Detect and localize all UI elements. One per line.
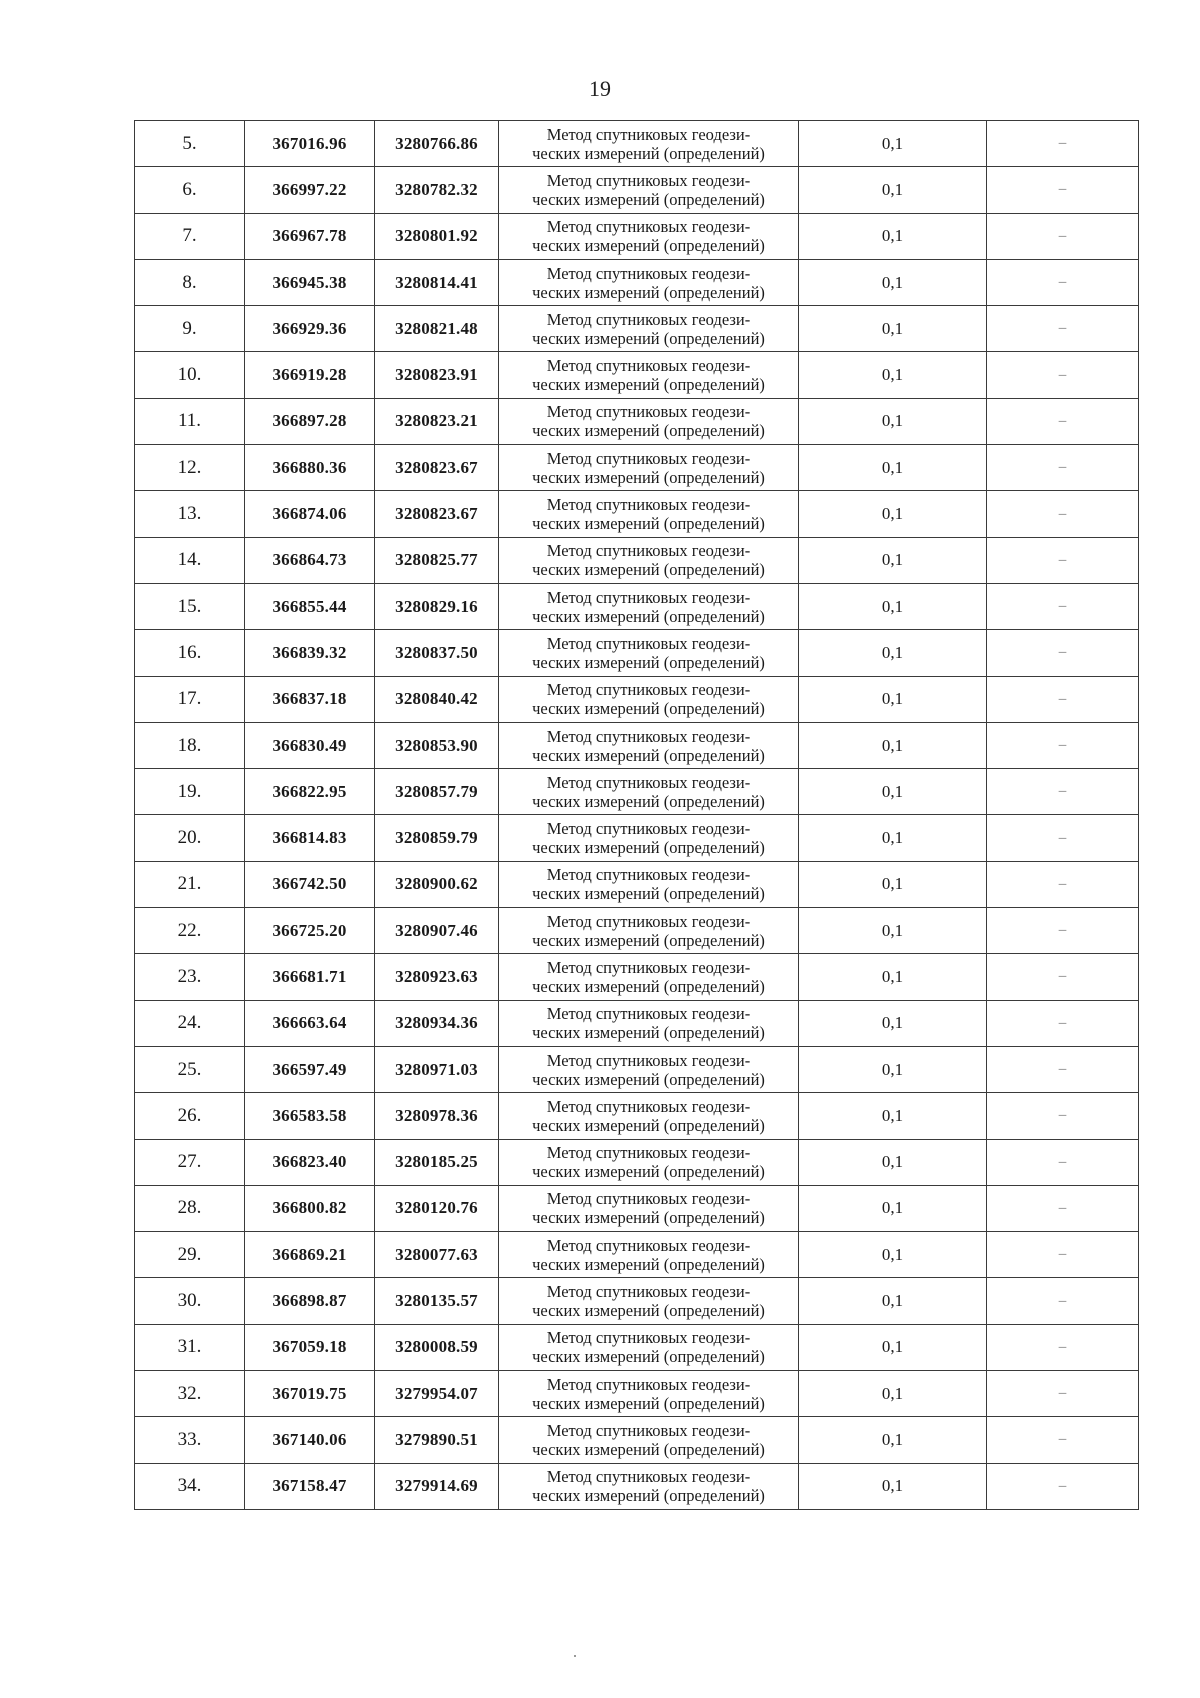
method-line-2: ческих измерений (определений) — [532, 1162, 765, 1182]
description-cell: – — [987, 676, 1139, 722]
method-cell — [499, 1324, 799, 1370]
table-row — [135, 676, 1139, 722]
method-line-1: Метод спутниковых геодези- — [546, 124, 751, 144]
x-coordinate-cell: 366742.50 — [245, 861, 375, 907]
accuracy-cell: 0,1 — [799, 398, 987, 444]
accuracy-cell: 0,1 — [799, 306, 987, 352]
x-coordinate-cell: 366897.28 — [245, 398, 375, 444]
method-cell — [499, 1139, 799, 1185]
method-line-1: Метод спутниковых геодези- — [546, 726, 751, 746]
method-line-1: Метод спутниковых геодези- — [546, 1420, 751, 1440]
method-line-1: Метод спутниковых геодези- — [546, 865, 751, 885]
method-line-1: Метод спутниковых геодези- — [546, 1004, 751, 1024]
accuracy-cell: 0,1 — [799, 537, 987, 583]
point-number-cell: 17. — [135, 676, 245, 722]
method-line-1: Метод спутниковых геодези- — [546, 772, 751, 792]
method-line-2: ческих измерений (определений) — [532, 1347, 765, 1367]
x-coordinate-cell: 366855.44 — [245, 583, 375, 629]
point-number-cell: 31. — [135, 1324, 245, 1370]
method-cell — [499, 121, 799, 167]
method-line-1: Метод спутниковых геодези- — [546, 1235, 751, 1255]
accuracy-cell: 0,1 — [799, 630, 987, 676]
method-line-1: Метод спутниковых геодези- — [546, 1467, 751, 1487]
point-number-cell: 14. — [135, 537, 245, 583]
method-line-2: ческих измерений (определений) — [532, 328, 765, 348]
method-line-2: ческих измерений (определений) — [532, 1301, 765, 1321]
method-cell — [499, 676, 799, 722]
table-row — [135, 121, 1139, 167]
point-number-cell: 6. — [135, 167, 245, 213]
table-row — [135, 1463, 1139, 1509]
y-coordinate-cell: 3280766.86 — [375, 121, 499, 167]
point-number-cell: 5. — [135, 121, 245, 167]
x-coordinate-cell: 367158.47 — [245, 1463, 375, 1509]
accuracy-cell: 0,1 — [799, 1139, 987, 1185]
method-line-2: ческих измерений (определений) — [532, 976, 765, 996]
y-coordinate-cell: 3280814.41 — [375, 259, 499, 305]
method-cell — [499, 769, 799, 815]
method-line-1: Метод спутниковых геодези- — [546, 356, 751, 376]
y-coordinate-cell: 3279914.69 — [375, 1463, 499, 1509]
accuracy-cell: 0,1 — [799, 861, 987, 907]
point-number-cell: 11. — [135, 398, 245, 444]
x-coordinate-cell: 366967.78 — [245, 213, 375, 259]
method-line-2: ческих измерений (определений) — [532, 1208, 765, 1228]
method-line-2: ческих измерений (определений) — [532, 930, 765, 950]
method-line-2: ческих измерений (определений) — [532, 699, 765, 719]
x-coordinate-cell: 366830.49 — [245, 722, 375, 768]
method-line-2: ческих измерений (определений) — [532, 1254, 765, 1274]
x-coordinate-cell: 366880.36 — [245, 445, 375, 491]
method-line-1: Метод спутниковых геодези- — [546, 263, 751, 283]
table-row — [135, 1417, 1139, 1463]
method-cell — [499, 1278, 799, 1324]
table-row — [135, 259, 1139, 305]
table-row — [135, 213, 1139, 259]
method-cell — [499, 815, 799, 861]
method-line-1: Метод спутниковых геодези- — [546, 448, 751, 468]
accuracy-cell: 0,1 — [799, 1463, 987, 1509]
method-cell — [499, 537, 799, 583]
method-line-1: Метод спутниковых геодези- — [546, 1328, 751, 1348]
method-line-2: ческих измерений (определений) — [532, 745, 765, 765]
x-coordinate-cell: 367019.75 — [245, 1371, 375, 1417]
description-cell: – — [987, 861, 1139, 907]
description-cell: – — [987, 1324, 1139, 1370]
method-cell — [499, 1093, 799, 1139]
description-cell: – — [987, 954, 1139, 1000]
method-line-1: Метод спутниковых геодези- — [546, 1282, 751, 1302]
point-number-cell: 23. — [135, 954, 245, 1000]
table-row — [135, 908, 1139, 954]
method-cell — [499, 861, 799, 907]
point-number-cell: 30. — [135, 1278, 245, 1324]
accuracy-cell: 0,1 — [799, 1185, 987, 1231]
description-cell: – — [987, 167, 1139, 213]
table-row — [135, 1232, 1139, 1278]
accuracy-cell: 0,1 — [799, 1000, 987, 1046]
point-number-cell: 22. — [135, 908, 245, 954]
table-row — [135, 954, 1139, 1000]
x-coordinate-cell: 366839.32 — [245, 630, 375, 676]
y-coordinate-cell: 3280008.59 — [375, 1324, 499, 1370]
method-line-1: Метод спутниковых геодези- — [546, 309, 751, 329]
table-row — [135, 861, 1139, 907]
table-row — [135, 722, 1139, 768]
y-coordinate-cell: 3280135.57 — [375, 1278, 499, 1324]
accuracy-cell: 0,1 — [799, 722, 987, 768]
accuracy-cell: 0,1 — [799, 1324, 987, 1370]
accuracy-cell: 0,1 — [799, 491, 987, 537]
table-row — [135, 306, 1139, 352]
method-cell — [499, 491, 799, 537]
accuracy-cell: 0,1 — [799, 1278, 987, 1324]
y-coordinate-cell: 3280853.90 — [375, 722, 499, 768]
table-row — [135, 1324, 1139, 1370]
x-coordinate-cell: 366869.21 — [245, 1232, 375, 1278]
table-row — [135, 352, 1139, 398]
y-coordinate-cell: 3280837.50 — [375, 630, 499, 676]
y-coordinate-cell: 3280923.63 — [375, 954, 499, 1000]
method-line-2: ческих измерений (определений) — [532, 560, 765, 580]
description-cell: – — [987, 121, 1139, 167]
table-row — [135, 815, 1139, 861]
accuracy-cell: 0,1 — [799, 121, 987, 167]
point-number-cell: 28. — [135, 1185, 245, 1231]
method-line-1: Метод спутниковых геодези- — [546, 1143, 751, 1163]
description-cell: – — [987, 491, 1139, 537]
description-cell: – — [987, 306, 1139, 352]
method-line-1: Метод спутниковых геодези- — [546, 495, 751, 515]
point-number-cell: 27. — [135, 1139, 245, 1185]
table-row — [135, 1093, 1139, 1139]
y-coordinate-cell: 3279954.07 — [375, 1371, 499, 1417]
y-coordinate-cell: 3280821.48 — [375, 306, 499, 352]
x-coordinate-cell: 367016.96 — [245, 121, 375, 167]
table-row — [135, 167, 1139, 213]
accuracy-cell: 0,1 — [799, 908, 987, 954]
accuracy-cell: 0,1 — [799, 954, 987, 1000]
y-coordinate-cell: 3280907.46 — [375, 908, 499, 954]
table-row — [135, 1278, 1139, 1324]
table-row — [135, 1185, 1139, 1231]
method-line-1: Метод спутниковых геодези- — [546, 1374, 751, 1394]
y-coordinate-cell: 3279890.51 — [375, 1417, 499, 1463]
method-cell — [499, 1371, 799, 1417]
description-cell: – — [987, 259, 1139, 305]
accuracy-cell: 0,1 — [799, 769, 987, 815]
method-line-2: ческих измерений (определений) — [532, 606, 765, 626]
method-line-2: ческих измерений (определений) — [532, 421, 765, 441]
description-cell: – — [987, 1139, 1139, 1185]
method-cell — [499, 398, 799, 444]
table-row — [135, 445, 1139, 491]
y-coordinate-cell: 3280823.91 — [375, 352, 499, 398]
y-coordinate-cell: 3280823.67 — [375, 491, 499, 537]
method-cell — [499, 259, 799, 305]
x-coordinate-cell: 366898.87 — [245, 1278, 375, 1324]
point-number-cell: 21. — [135, 861, 245, 907]
x-coordinate-cell: 366823.40 — [245, 1139, 375, 1185]
method-cell — [499, 1463, 799, 1509]
method-line-2: ческих измерений (определений) — [532, 1115, 765, 1135]
table-row — [135, 769, 1139, 815]
accuracy-cell: 0,1 — [799, 583, 987, 629]
accuracy-cell: 0,1 — [799, 1371, 987, 1417]
x-coordinate-cell: 367059.18 — [245, 1324, 375, 1370]
table-row — [135, 1139, 1139, 1185]
accuracy-cell: 0,1 — [799, 352, 987, 398]
y-coordinate-cell: 3280900.62 — [375, 861, 499, 907]
x-coordinate-cell: 366822.95 — [245, 769, 375, 815]
method-line-1: Метод спутниковых геодези- — [546, 633, 751, 653]
method-cell — [499, 583, 799, 629]
table-row — [135, 491, 1139, 537]
description-cell: – — [987, 352, 1139, 398]
method-cell — [499, 352, 799, 398]
method-line-2: ческих измерений (определений) — [532, 514, 765, 534]
method-line-1: Метод спутниковых геодези- — [546, 541, 751, 561]
method-cell — [499, 954, 799, 1000]
x-coordinate-cell: 366837.18 — [245, 676, 375, 722]
method-line-2: ческих измерений (определений) — [532, 652, 765, 672]
method-line-2: ческих измерений (определений) — [532, 467, 765, 487]
page-number: 19 — [589, 76, 611, 101]
description-cell: – — [987, 445, 1139, 491]
description-cell: – — [987, 722, 1139, 768]
accuracy-cell: 0,1 — [799, 213, 987, 259]
point-number-cell: 12. — [135, 445, 245, 491]
point-number-cell: 13. — [135, 491, 245, 537]
y-coordinate-cell: 3280934.36 — [375, 1000, 499, 1046]
table-row — [135, 1046, 1139, 1092]
description-cell: – — [987, 398, 1139, 444]
method-line-1: Метод спутниковых геодези- — [546, 1189, 751, 1209]
description-cell: – — [987, 1093, 1139, 1139]
point-number-cell: 19. — [135, 769, 245, 815]
method-cell — [499, 445, 799, 491]
method-cell — [499, 1185, 799, 1231]
point-number-cell: 29. — [135, 1232, 245, 1278]
point-number-cell: 16. — [135, 630, 245, 676]
x-coordinate-cell: 366929.36 — [245, 306, 375, 352]
y-coordinate-cell: 3280077.63 — [375, 1232, 499, 1278]
accuracy-cell: 0,1 — [799, 1093, 987, 1139]
point-number-cell: 26. — [135, 1093, 245, 1139]
description-cell: – — [987, 1371, 1139, 1417]
method-line-1: Метод спутниковых геодези- — [546, 217, 751, 237]
point-number-cell: 15. — [135, 583, 245, 629]
method-line-2: ческих измерений (определений) — [532, 282, 765, 302]
description-cell: – — [987, 213, 1139, 259]
method-line-1: Метод спутниковых геодези- — [546, 1050, 751, 1070]
method-line-1: Метод спутниковых геодези- — [546, 587, 751, 607]
y-coordinate-cell: 3280859.79 — [375, 815, 499, 861]
point-number-cell: 8. — [135, 259, 245, 305]
method-cell — [499, 630, 799, 676]
method-line-1: Метод спутниковых геодези- — [546, 911, 751, 931]
description-cell: – — [987, 1417, 1139, 1463]
method-cell — [499, 1417, 799, 1463]
method-cell — [499, 1046, 799, 1092]
method-cell — [499, 1000, 799, 1046]
accuracy-cell: 0,1 — [799, 1232, 987, 1278]
y-coordinate-cell: 3280185.25 — [375, 1139, 499, 1185]
y-coordinate-cell: 3280978.36 — [375, 1093, 499, 1139]
coordinates-table — [134, 120, 1139, 1510]
method-line-1: Метод спутниковых геодези- — [546, 170, 751, 190]
accuracy-cell: 0,1 — [799, 167, 987, 213]
method-line-1: Метод спутниковых геодези- — [546, 957, 751, 977]
y-coordinate-cell: 3280829.16 — [375, 583, 499, 629]
table-row — [135, 537, 1139, 583]
y-coordinate-cell: 3280971.03 — [375, 1046, 499, 1092]
description-cell: – — [987, 908, 1139, 954]
table-row — [135, 398, 1139, 444]
accuracy-cell: 0,1 — [799, 445, 987, 491]
y-coordinate-cell: 3280782.32 — [375, 167, 499, 213]
accuracy-cell: 0,1 — [799, 815, 987, 861]
description-cell: – — [987, 1185, 1139, 1231]
method-cell — [499, 167, 799, 213]
x-coordinate-cell: 366864.73 — [245, 537, 375, 583]
y-coordinate-cell: 3280825.77 — [375, 537, 499, 583]
x-coordinate-cell: 366583.58 — [245, 1093, 375, 1139]
point-number-cell: 34. — [135, 1463, 245, 1509]
method-cell — [499, 722, 799, 768]
method-cell — [499, 213, 799, 259]
description-cell: – — [987, 1278, 1139, 1324]
method-line-1: Метод спутниковых геодези- — [546, 402, 751, 422]
description-cell: – — [987, 815, 1139, 861]
method-line-2: ческих измерений (определений) — [532, 791, 765, 811]
method-line-1: Метод спутниковых геодези- — [546, 1096, 751, 1116]
x-coordinate-cell: 366681.71 — [245, 954, 375, 1000]
point-number-cell: 9. — [135, 306, 245, 352]
y-coordinate-cell: 3280857.79 — [375, 769, 499, 815]
x-coordinate-cell: 366919.28 — [245, 352, 375, 398]
point-number-cell: 24. — [135, 1000, 245, 1046]
point-number-cell: 33. — [135, 1417, 245, 1463]
description-cell: – — [987, 1232, 1139, 1278]
x-coordinate-cell: 366814.83 — [245, 815, 375, 861]
accuracy-cell: 0,1 — [799, 1417, 987, 1463]
method-line-1: Метод спутниковых геодези- — [546, 680, 751, 700]
method-line-2: ческих измерений (определений) — [532, 1439, 765, 1459]
method-line-2: ческих измерений (определений) — [532, 189, 765, 209]
y-coordinate-cell: 3280120.76 — [375, 1185, 499, 1231]
method-line-2: ческих измерений (определений) — [532, 143, 765, 163]
method-line-2: ческих измерений (определений) — [532, 1393, 765, 1413]
table-row — [135, 630, 1139, 676]
method-line-2: ческих измерений (определений) — [532, 884, 765, 904]
description-cell: – — [987, 537, 1139, 583]
method-line-2: ческих измерений (определений) — [532, 1486, 765, 1506]
x-coordinate-cell: 367140.06 — [245, 1417, 375, 1463]
method-line-2: ческих измерений (определений) — [532, 1023, 765, 1043]
x-coordinate-cell: 366997.22 — [245, 167, 375, 213]
y-coordinate-cell: 3280823.67 — [375, 445, 499, 491]
y-coordinate-cell: 3280823.21 — [375, 398, 499, 444]
method-line-1: Метод спутниковых геодези- — [546, 819, 751, 839]
point-number-cell: 32. — [135, 1371, 245, 1417]
point-number-cell: 20. — [135, 815, 245, 861]
description-cell: – — [987, 1000, 1139, 1046]
point-number-cell: 25. — [135, 1046, 245, 1092]
accuracy-cell: 0,1 — [799, 676, 987, 722]
x-coordinate-cell: 366663.64 — [245, 1000, 375, 1046]
description-cell: – — [987, 769, 1139, 815]
accuracy-cell: 0,1 — [799, 1046, 987, 1092]
method-line-2: ческих измерений (определений) — [532, 236, 765, 256]
table-row — [135, 583, 1139, 629]
point-number-cell: 10. — [135, 352, 245, 398]
scan-speck — [574, 1655, 576, 1657]
x-coordinate-cell: 366945.38 — [245, 259, 375, 305]
description-cell: – — [987, 1046, 1139, 1092]
point-number-cell: 7. — [135, 213, 245, 259]
x-coordinate-cell: 366725.20 — [245, 908, 375, 954]
description-cell: – — [987, 630, 1139, 676]
x-coordinate-cell: 366874.06 — [245, 491, 375, 537]
method-cell — [499, 908, 799, 954]
method-cell — [499, 1232, 799, 1278]
accuracy-cell: 0,1 — [799, 259, 987, 305]
table-row — [135, 1371, 1139, 1417]
method-cell — [499, 306, 799, 352]
method-line-2: ческих измерений (определений) — [532, 1069, 765, 1089]
coordinates-table-body — [135, 121, 1139, 1510]
x-coordinate-cell: 366800.82 — [245, 1185, 375, 1231]
method-line-2: ческих измерений (определений) — [532, 838, 765, 858]
y-coordinate-cell: 3280840.42 — [375, 676, 499, 722]
description-cell: – — [987, 1463, 1139, 1509]
point-number-cell: 18. — [135, 722, 245, 768]
method-line-2: ческих измерений (определений) — [532, 375, 765, 395]
x-coordinate-cell: 366597.49 — [245, 1046, 375, 1092]
table-row — [135, 1000, 1139, 1046]
y-coordinate-cell: 3280801.92 — [375, 213, 499, 259]
description-cell: – — [987, 583, 1139, 629]
